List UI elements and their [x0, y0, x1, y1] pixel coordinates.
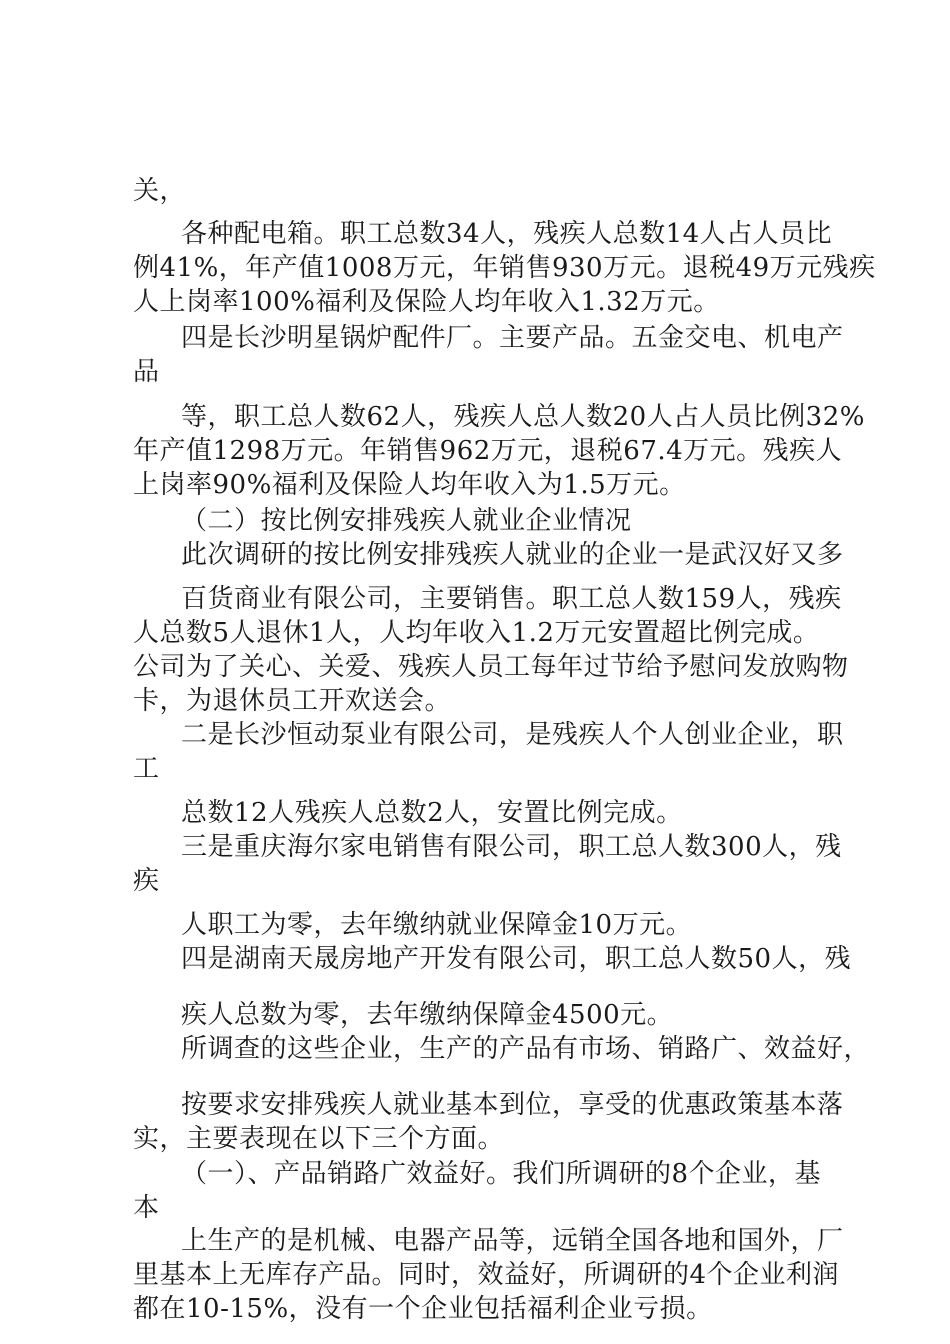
text-line: 人总数5人退休1人，人均年收入1.2万元安置超比例完成。 [133, 618, 820, 648]
text-line: 此次调研的按比例安排残疾人就业的企业一是武汉好又多 [181, 540, 844, 570]
text-line: 所调查的这些企业，生产的产品有市场、销路广、效益好， [181, 1034, 871, 1064]
text-line: 年产值1298万元。年销售962万元，退税67.4万元。残疾人 [133, 436, 843, 466]
text-line: 品 [133, 357, 160, 387]
text-line: 四是长沙明星锅炉配件厂。主要产品。五金交电、机电产 [181, 323, 844, 353]
text-line: 卡，为退休员工开欢送会。 [133, 686, 452, 716]
text-line: 本 [133, 1193, 160, 1223]
text-line: 按要求安排残疾人就业基本到位，享受的优惠政策基本落 [181, 1090, 844, 1120]
text-line: 三是重庆海尔家电销售有限公司，职工总人数300人，残 [181, 832, 842, 862]
text-line: 例41%，年产值1008万元，年销售930万元。退税49万元残疾 [133, 253, 876, 283]
text-line: 人上岗率100%福利及保险人均年收入1.32万元。 [133, 287, 720, 317]
text-line: 总数12人残疾人总数2人，安置比例完成。 [181, 798, 683, 828]
text-line: 疾人总数为零，去年缴纳保障金4500元。 [181, 1000, 674, 1030]
text-line: 公司为了关心、关爱、残疾人员工每年过节给予慰问发放购物 [133, 652, 849, 682]
text-line: 人职工为零，去年缴纳就业保障金10万元。 [181, 910, 693, 940]
text-line: 上岗率90%福利及保险人均年收入为1.5万元。 [133, 470, 686, 500]
section-heading: （二）按比例安排残疾人就业企业情况 [181, 506, 632, 536]
text-line: 实，主要表现在以下三个方面。 [133, 1124, 505, 1154]
text-line: 关， [133, 176, 187, 206]
text-line: 上生产的是机械、电器产品等，远销全国各地和国外，厂 [181, 1226, 844, 1256]
text-line: 四是湖南天晟房地产开发有限公司，职工总人数50人，残 [181, 944, 852, 974]
text-line: （一）、产品销路广效益好。我们所调研的8个企业，基 [181, 1159, 822, 1189]
text-line: 二是长沙恒动泵业有限公司，是残疾人个人创业企业，职 [181, 720, 844, 750]
text-line: 里基本上无库存产品。同时，效益好，所调研的4个企业利润 [133, 1260, 840, 1290]
text-line: 等，职工总人数62人，残疾人总人数20人占人员比例32% [181, 402, 865, 432]
text-line: 都在10-15%，没有一个企业包括福利企业亏损。 [133, 1294, 713, 1324]
text-line: 疾 [133, 866, 160, 896]
text-line: 工 [133, 754, 160, 784]
text-line: 百货商业有限公司，主要销售。职工总人数159人，残疾 [181, 584, 842, 614]
text-line: 各种配电箱。职工总数34人，残疾人总数14人占人员比 [181, 219, 833, 249]
